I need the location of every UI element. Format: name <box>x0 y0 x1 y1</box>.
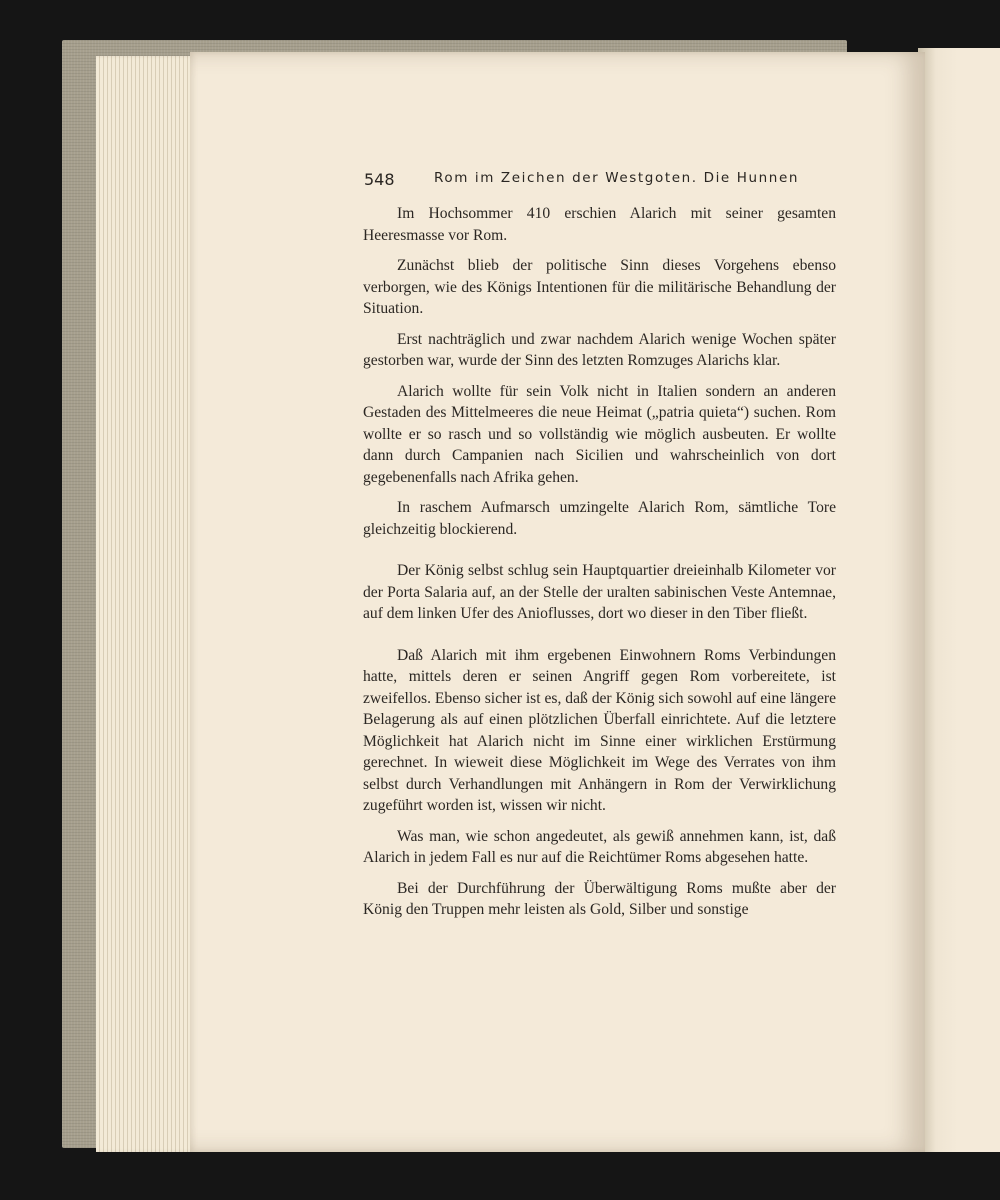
page-number: 548 <box>364 170 395 189</box>
facing-page <box>918 48 1000 1152</box>
page-header <box>364 170 834 194</box>
paragraph: Bei der Durchführung der Überwältigung Roms mußte aber der König den Truppen mehr leisten als Gold, Silber und sonstige <box>363 879 836 918</box>
paragraph: Im Hochsommer 410 erschien Alarich mit seiner gesamten Heeresmasse vor Rom. <box>363 205 836 244</box>
paragraph: Zunächst blieb der politische Sinn dieses Vorgehens ebenso verborgen, wie des Königs Intentionen für die militärische Behandlung der Situation. <box>363 257 836 317</box>
paragraph: Daß Alarich mit ihm ergebenen Einwohnern Roms Verbindungen hatte, mittels deren er seinen Angriff gegen Rom vorbereitete, ist zweifellos. Ebenso sicher ist es, daß der König sich sowohl auf eine längere Belagerung als auf einen plötzlichen Überfall einrichtete. Auf die letztere Möglichkeit hat Alarich nicht im Sinne einer wirklichen Erstürmung gerechnet. In wieweit diese Möglichkeit im Wege des Verrates von ihm selbst durch Verhandlungen mit Anhängern in Rom der Verwirklichung zugeführt worden ist, wissen wir nicht. <box>363 646 836 814</box>
running-head: Rom im Zeichen der Westgoten. Die Hunnen <box>434 170 800 186</box>
body-text <box>363 203 836 921</box>
paragraph: Der König selbst schlug sein Hauptquartier dreieinhalb Kilometer vor der Porta Salaria auf, an der Stelle der uralten sabinischen Veste Antemnae, auf dem linken Ufer des Anioflusses, dort wo dieser in den Tiber fließt. <box>363 562 836 622</box>
paragraph: Erst nachträglich und zwar nachdem Alarich wenige Wochen später gestorben war, wurde der Sinn des letzten Romzuges Alarichs klar. <box>363 330 836 369</box>
page-edges <box>96 56 196 1152</box>
paragraph: Was man, wie schon angedeutet, als gewiß annehmen kann, ist, daß Alarich in jedem Fall es nur auf die Reichtümer Roms abgesehen hatte. <box>363 827 836 866</box>
paragraph: In raschem Aufmarsch umzingelte Alarich Rom, sämtliche Tore gleichzeitig blockierend. <box>363 499 836 538</box>
paragraph: Alarich wollte für sein Volk nicht in Italien sondern an anderen Gestaden des Mittelmeeres die neue Heimat („patria quieta“) suchen. Rom wollte er so rasch und so vollständig wie möglich ausbeuten. Er wollte dann durch Campanien nach Sicilien und wahrscheinlich von dort gegebenenfalls nach Afrika gehen. <box>363 382 836 486</box>
